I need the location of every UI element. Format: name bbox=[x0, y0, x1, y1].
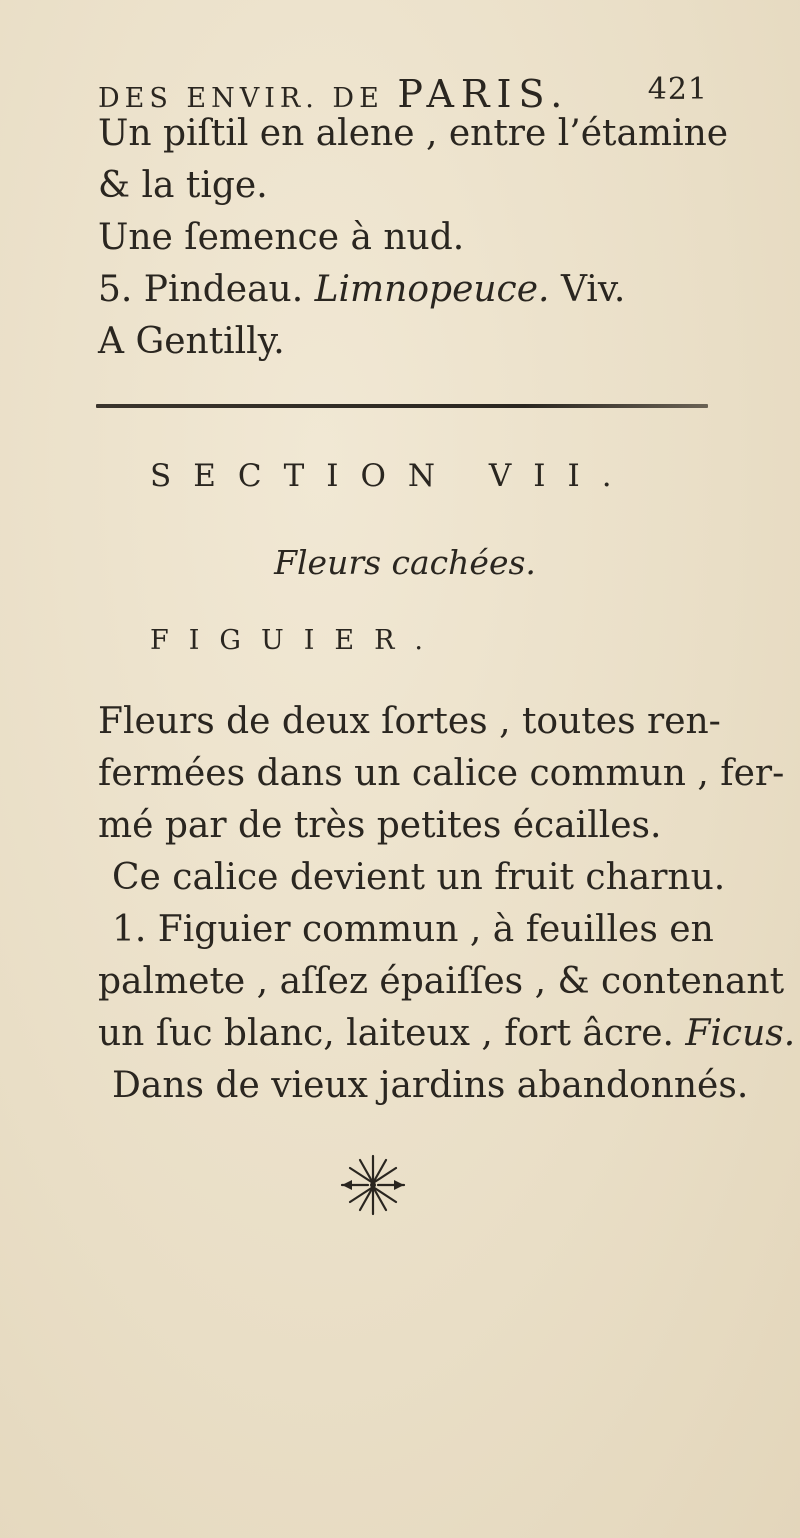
latin-name: Limnopeuce. bbox=[314, 269, 550, 310]
running-title-prefix: DES ENVIR. DE bbox=[98, 83, 384, 114]
text-line: palmete , aſſez épaiſſes , & contenant bbox=[98, 961, 785, 1002]
text-line: Fleurs de deux ſortes , toutes ren- bbox=[98, 701, 721, 742]
latin-name: Ficus. bbox=[685, 1013, 796, 1054]
text-line: A Gentilly. bbox=[98, 321, 285, 362]
page-number: 421 bbox=[647, 72, 708, 107]
text-line bbox=[98, 1012, 795, 1056]
text-line: Une ſemence à nud. bbox=[98, 217, 465, 258]
section-title: SECTION VII. bbox=[150, 458, 634, 494]
genus-heading: FIGUIER. bbox=[150, 625, 444, 656]
section-divider bbox=[96, 404, 708, 408]
text-line bbox=[98, 268, 625, 312]
life-form: Viv. bbox=[560, 269, 626, 310]
text-line: 1. Figuier commun , à feuilles en bbox=[112, 909, 714, 950]
text-line: mé par de très petites écailles. bbox=[98, 805, 662, 846]
section-subtitle: Fleurs cachées. bbox=[274, 543, 536, 582]
species-number-name: 5. Pindeau. bbox=[98, 269, 304, 310]
text-span: un ſuc blanc, laiteux , fort âcre. bbox=[98, 1013, 674, 1054]
text-line: Un piſtil en alene , entre l’étamine bbox=[98, 113, 729, 154]
text-line: Dans de vieux jardins abandonnés. bbox=[112, 1065, 749, 1106]
text-line: & la tige. bbox=[98, 165, 268, 206]
text-line: Ce calice devient un fruit charnu. bbox=[112, 857, 726, 898]
running-header bbox=[98, 72, 708, 116]
text-line: fermées dans un calice commun , fer- bbox=[98, 753, 785, 794]
running-title-main: PARIS. bbox=[397, 72, 570, 116]
fleuron-ornament-icon bbox=[338, 1150, 408, 1220]
